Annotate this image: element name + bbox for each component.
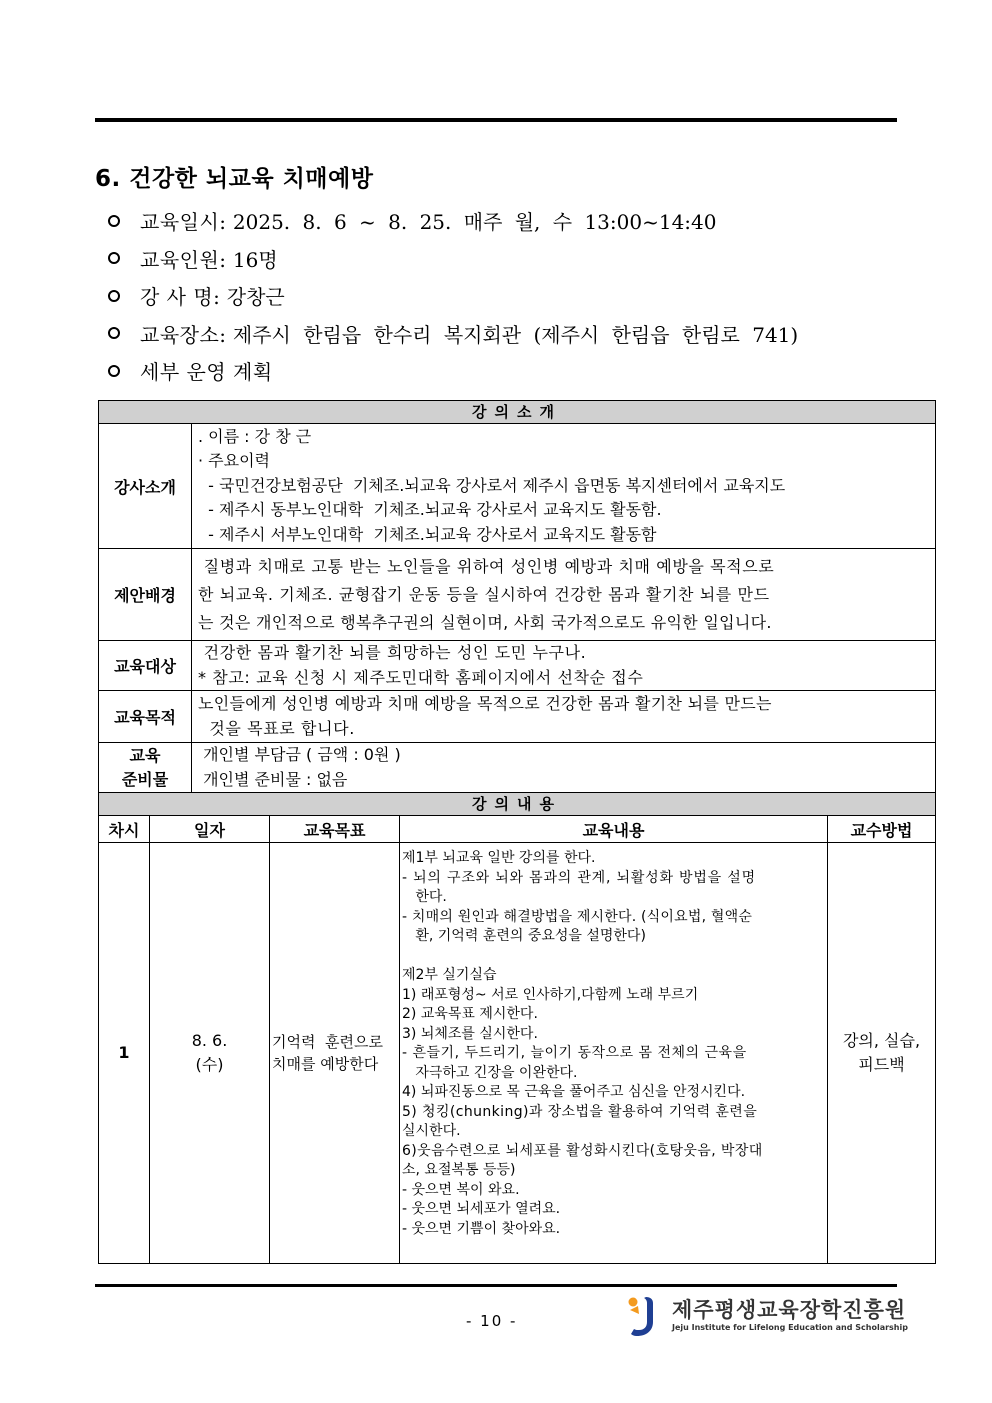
page-number: - 10 -	[466, 1312, 518, 1330]
bottom-rule	[95, 1284, 897, 1287]
purpose-line: 것을 목표로 합니다.	[198, 718, 355, 738]
content-line: 소, 요절복통 등등)	[402, 1162, 516, 1178]
circle-bullet-icon	[108, 327, 120, 339]
info-bullets	[108, 202, 798, 390]
org-logo	[626, 1294, 908, 1338]
target-line: * 참고: 교육 신청 시 제주도민대학 홈페이지에서 선착순 접수	[198, 667, 644, 687]
content-line: - 웃으면 복이 와요.	[402, 1181, 520, 1198]
content-line: 실시한다.	[402, 1123, 461, 1139]
instructor-line: - 제주시 서부노인대학 기체조.뇌교육 강사로서 교육지도 활동함	[198, 524, 657, 544]
bullet-schedule: 교육일시: 2025. 8. 6 ~ 8. 25. 매주 월, 수 13:00~14:40	[108, 202, 798, 240]
background-label: 제안배경	[99, 549, 192, 641]
session-method: 강의, 실습, 피드백	[828, 843, 936, 1264]
content-line: 한다.	[402, 889, 447, 905]
intro-header: 강의소개	[99, 401, 936, 424]
instructor-line: · 주요이력	[198, 451, 270, 471]
circle-bullet-icon	[108, 252, 120, 264]
instructor-row	[99, 424, 936, 549]
background-content	[192, 549, 936, 641]
content-header: 강의내용	[99, 793, 936, 816]
purpose-line: 노인들에게 성인병 예방과 치매 예방을 목적으로 건강한 몸과 활기찬 뇌를 만드는	[198, 694, 772, 713]
bullet-headcount: 교육인원: 16명	[108, 240, 798, 278]
content-line: 자극하고 긴장을 이완한다.	[402, 1064, 578, 1081]
prep-row	[99, 743, 936, 793]
purpose-row	[99, 691, 936, 743]
bullet-plan: 세부 운영 계획	[108, 352, 798, 390]
target-line: 건강한 몸과 활기찬 뇌를 희망하는 성인 도민 누구나.	[198, 643, 587, 662]
content-line: 환, 기억력 훈련의 중요성을 설명한다)	[402, 928, 646, 944]
content-line: - 치매의 원인과 해결방법을 제시한다. (식이요법, 혈액순	[402, 908, 753, 925]
content-line: 5) 청킹(chunking)과 장소법을 활용하여 기억력 훈련을	[402, 1103, 758, 1120]
col-goal: 교육목표	[270, 816, 400, 843]
instructor-line: . 이름 : 강 창 근	[198, 426, 312, 446]
content-line: 3) 뇌체조를 실시한다.	[402, 1025, 538, 1042]
content-line: 1) 래포형성~ 서로 인사하기,다함께 노래 부르기	[402, 986, 699, 1003]
bullet-instructor: 강 사 명: 강창근	[108, 277, 798, 315]
background-line: 한 뇌교육. 기체조. 균형잡기 운동 등을 실시하여 건강한 몸과 활기찬 뇌를 만드	[198, 584, 770, 604]
session-number: 1	[99, 843, 150, 1264]
instructor-label: 강사소개	[99, 424, 192, 549]
content-header-row	[99, 793, 936, 816]
target-label: 교육대상	[99, 641, 192, 691]
bullet-location: 교육장소: 제주시 한림읍 한수리 복지회관 (제주시 한림읍 한림로 741)	[108, 315, 798, 353]
prep-label: 교육 준비물	[99, 743, 192, 793]
circle-bullet-icon	[108, 290, 120, 302]
target-content	[192, 641, 936, 691]
program-table	[98, 400, 936, 1264]
background-line: 는 것은 개인적으로 행복추구권의 실현이며, 사회 국가적으로도 유익한 일입니다.	[198, 612, 772, 632]
col-content: 교육내용	[400, 816, 828, 843]
content-line: 제2부 실기실습	[402, 967, 497, 983]
content-line: - 뇌의 구조와 뇌와 몸과의 관계, 뇌활성화 방법을 설명	[402, 869, 756, 886]
circle-bullet-icon	[108, 215, 120, 227]
content-line: - 웃으면 뇌세포가 열려요.	[402, 1201, 561, 1217]
org-logo-icon	[626, 1294, 664, 1338]
background-row	[99, 549, 936, 641]
col-session: 차시	[99, 816, 150, 843]
session-content	[400, 843, 828, 1264]
prep-content	[192, 743, 936, 793]
org-name-korean: 제주평생교육장학진흥원	[672, 1298, 907, 1322]
session-goal: 기억력 훈련으로 치매를 예방한다	[270, 843, 400, 1264]
content-line: 2) 교육목표 제시한다.	[402, 1006, 538, 1022]
content-line: - 웃으면 기쁨이 찾아와요.	[402, 1220, 561, 1237]
purpose-label: 교육목적	[99, 691, 192, 743]
prep-line: 개인별 부담금 ( 금액 : 0원 )	[198, 745, 401, 764]
circle-bullet-icon	[108, 365, 120, 377]
content-line: 6)웃음수련으로 뇌세포를 활성화시킨다(호탕웃음, 박장대	[402, 1142, 763, 1159]
top-rule	[95, 118, 897, 122]
target-row	[99, 641, 936, 691]
intro-header-row	[99, 401, 936, 424]
section-title: 6. 건강한 뇌교육 치매예방	[95, 166, 374, 192]
content-spacer	[402, 947, 824, 967]
content-line: 제1부 뇌교육 일반 강의를 한다.	[402, 850, 596, 866]
col-date: 일자	[150, 816, 270, 843]
background-line: 질병과 치매로 고통 받는 노인들을 위하여 성인병 예방과 치매 예방을 목적으로	[198, 556, 775, 576]
instructor-content	[192, 424, 936, 549]
session-row	[99, 843, 936, 1264]
instructor-line: - 제주시 동부노인대학 기체조.뇌교육 강사로서 교육지도 활동함.	[198, 500, 662, 520]
content-line: 4) 뇌파진동으로 목 근육을 풀어주고 심신을 안정시킨다.	[402, 1084, 746, 1100]
column-header-row	[99, 816, 936, 843]
content-line: - 흔들기, 두드리기, 늘이기 동작으로 몸 전체의 근육을	[402, 1045, 747, 1061]
session-date: 8. 6. (수)	[150, 843, 270, 1264]
instructor-line: - 국민건강보험공단 기체조.뇌교육 강사로서 제주시 읍면동 복지센터에서 교육지도	[198, 475, 786, 495]
purpose-content	[192, 691, 936, 743]
org-name-english: Jeju Institute for Lifelong Education and Scholarship	[672, 1323, 908, 1332]
col-method: 교수방법	[828, 816, 936, 843]
prep-line: 개인별 준비물 : 없음	[198, 769, 348, 789]
